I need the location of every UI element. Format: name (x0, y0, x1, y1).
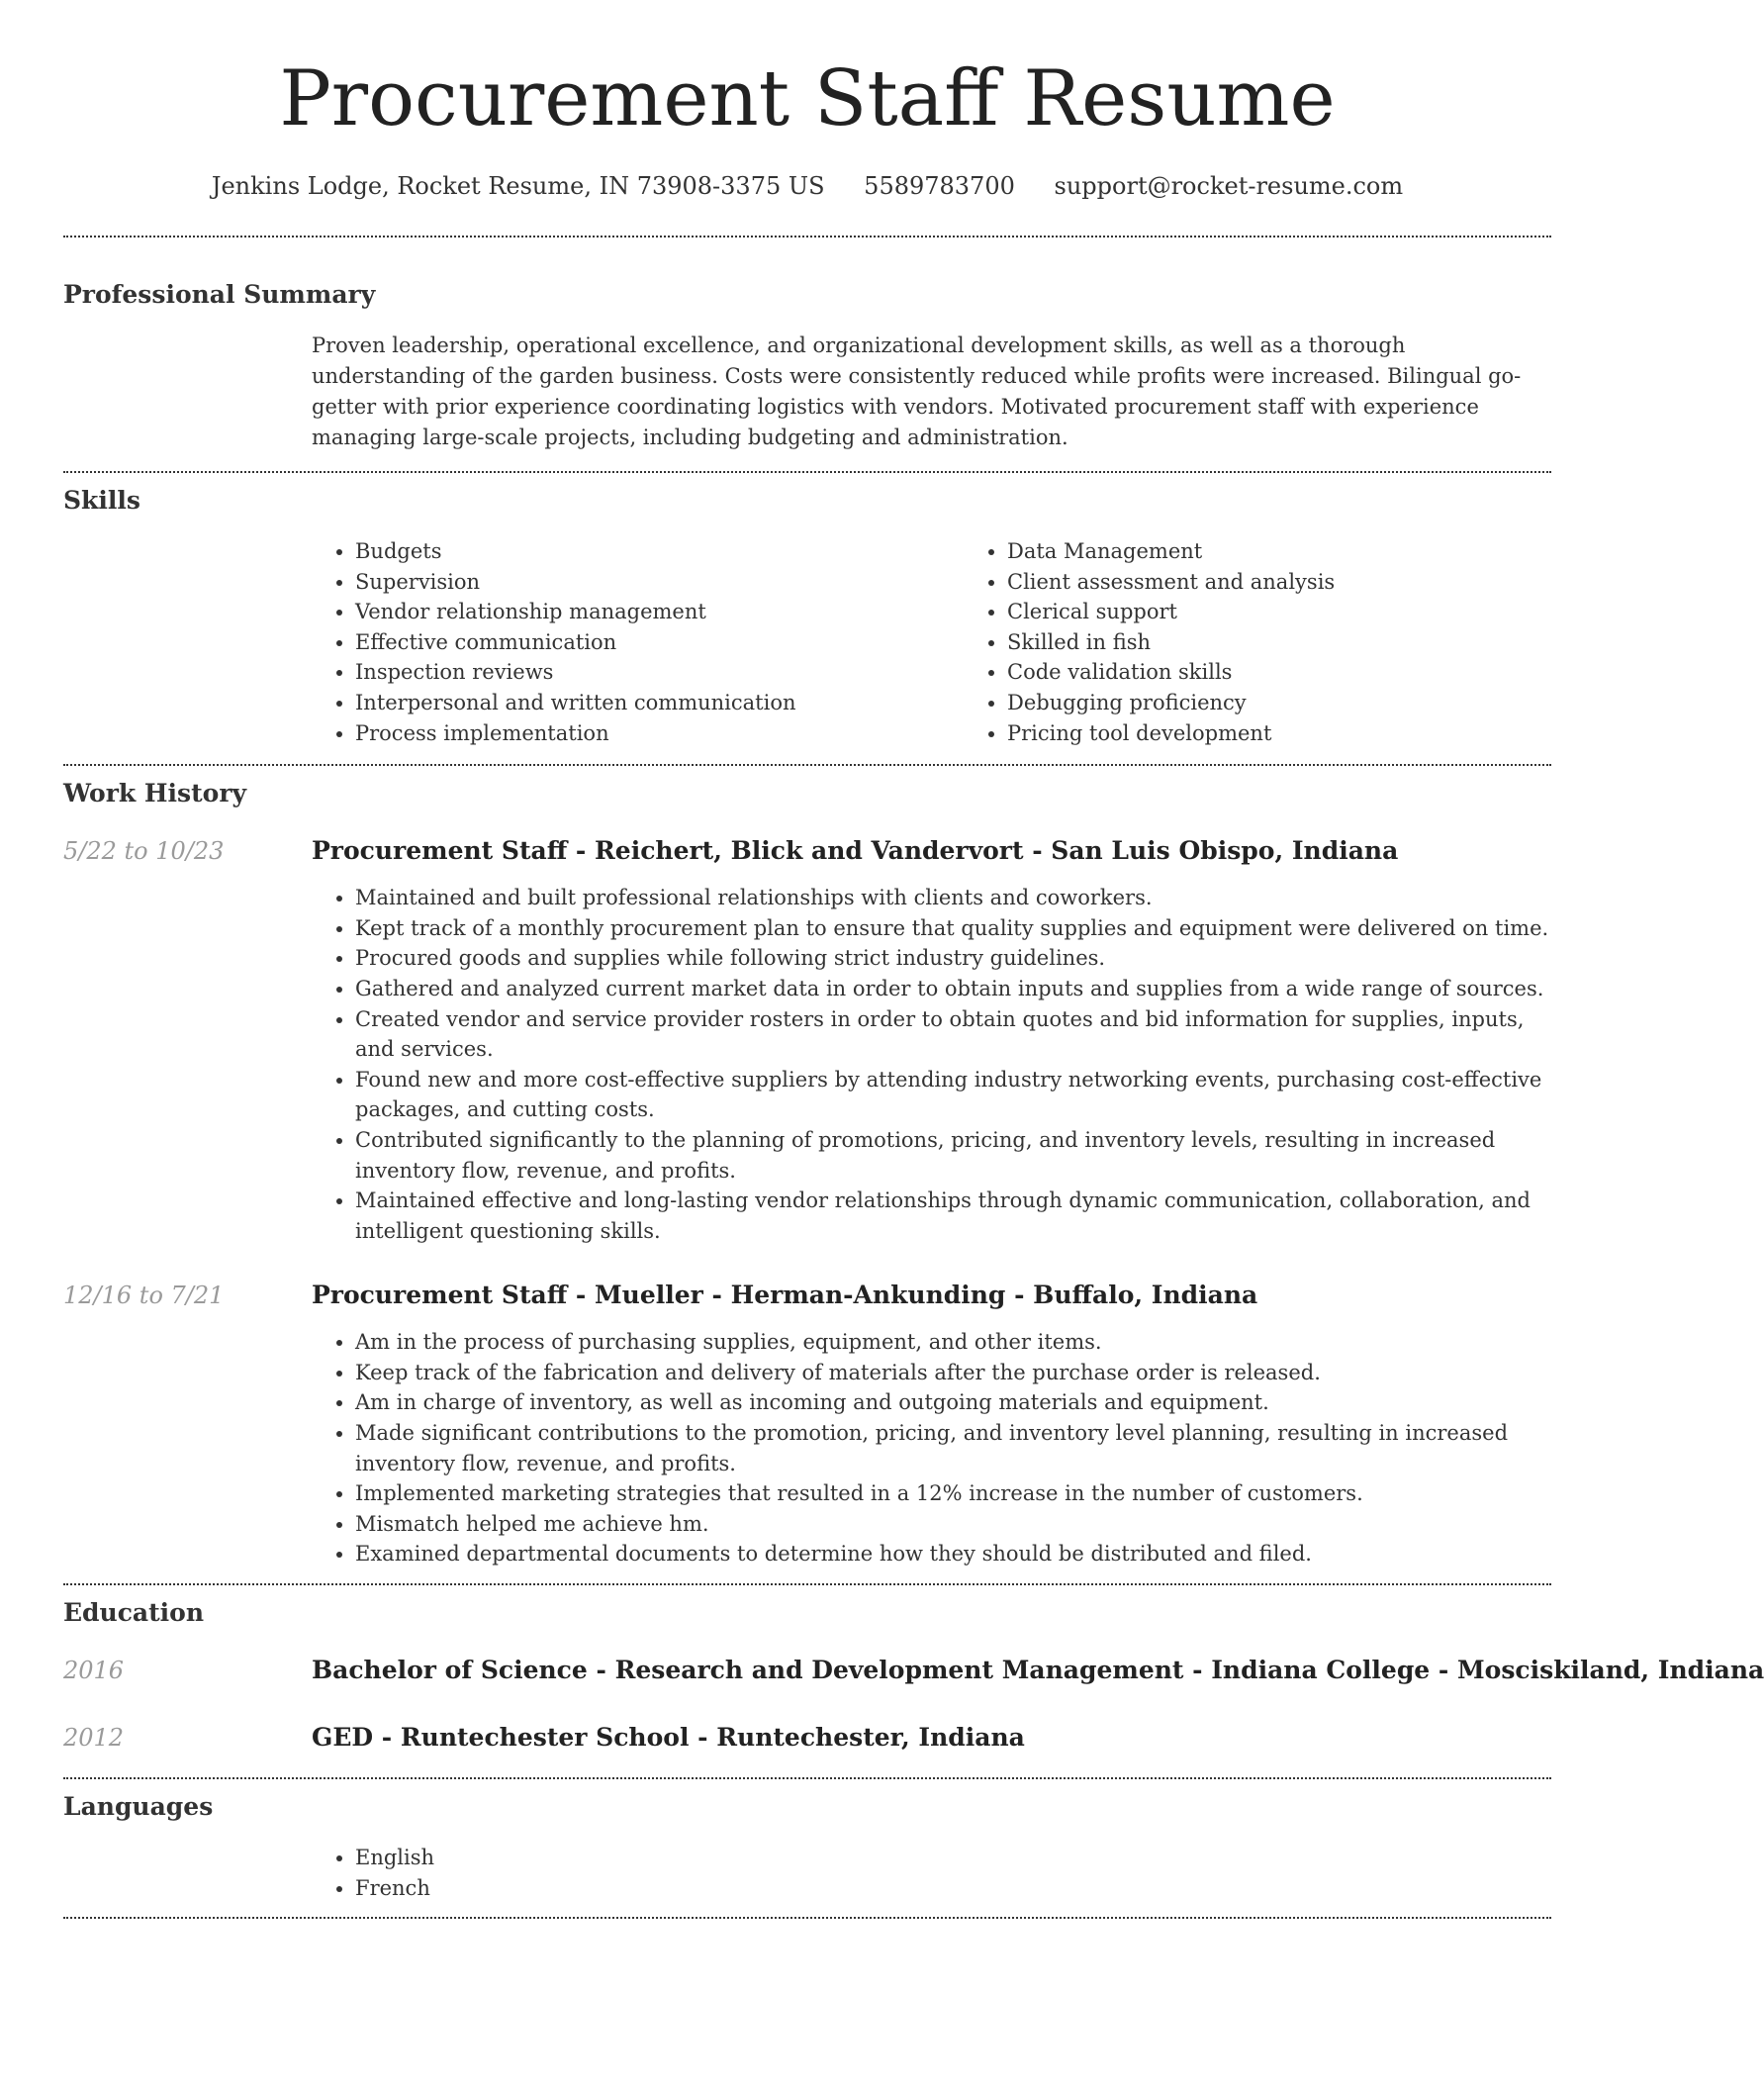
job-entry (63, 1280, 1551, 1569)
skills-heading: Skills (63, 486, 140, 515)
job-title: Procurement Staff - Mueller - Herman-Ankunding - Buffalo, Indiana (312, 1281, 1258, 1310)
contact-email: support@rocket-resume.com (1054, 172, 1404, 200)
job-title: Procurement Staff - Reichert, Blick and Vandervort - San Luis Obispo, Indiana (312, 836, 1399, 866)
skills-spacer (63, 536, 312, 748)
job-bullet: • Examined departmental documents to determine how they should be distributed and filed. (355, 1539, 1551, 1569)
languages-section (63, 1779, 1551, 1903)
skill-item: • Process implementation (355, 718, 964, 749)
job-bullet: • Made significant contributions to the promotion, pricing, and inventory level planning, resulting in increased inventory flow, revenue, and profits. (355, 1418, 1551, 1478)
job-bullet: • Keep track of the fabrication and delivery of materials after the purchase order is released. (355, 1358, 1551, 1388)
job-bullet: • Contributed significantly to the planning of promotions, pricing, and inventory levels, resulting in increased inventory flow, revenue, and profits. (355, 1125, 1551, 1186)
job-bullet: • Mismatch helped me achieve hm. (355, 1509, 1551, 1540)
skill-item: • Effective communication (355, 627, 964, 658)
skills-list-left (312, 536, 964, 748)
job-bullets (312, 883, 1551, 1246)
skill-item: • Pricing tool development (1007, 718, 1616, 749)
summary-heading: Professional Summary (63, 280, 376, 309)
skill-item: • Debugging proficiency (1007, 688, 1616, 718)
education-year: 2016 (63, 1657, 125, 1685)
skill-item: • Skilled in fish (1007, 627, 1616, 658)
contact-line (63, 170, 1551, 202)
job-bullet: • Kept track of a monthly procurement plan to ensure that quality supplies and equipment were delivered on time. (355, 913, 1551, 944)
skill-item: • Code validation skills (1007, 657, 1616, 688)
job-bullet: • Maintained effective and long-lasting vendor relationships through dynamic communication, collaboration, and intelligent questioning skills. (355, 1186, 1551, 1246)
education-title: GED - Runtechester School - Runtechester, Indiana (312, 1723, 1025, 1753)
work-heading: Work History (63, 779, 247, 808)
education-year: 2012 (63, 1724, 125, 1753)
skill-item: • Clerical support (1007, 597, 1616, 627)
job-bullet: • Implemented marketing strategies that resulted in a 12% increase in the number of customers. (355, 1478, 1551, 1509)
skill-item: • Interpersonal and written communication (355, 688, 964, 718)
education-entry (63, 1655, 1764, 1686)
languages-list (312, 1843, 1551, 1903)
languages-heading: Languages (63, 1792, 214, 1822)
education-section (63, 1585, 1764, 1754)
skills-list-right (964, 536, 1616, 748)
job-bullet: • Procured goods and supplies while following strict industry guidelines. (355, 943, 1551, 974)
education-entry (63, 1722, 1551, 1754)
job-bullet: • Found new and more cost-effective suppliers by attending industry networking events, purchasing cost-effective packages, and cutting costs. (355, 1065, 1551, 1125)
languages-spacer (63, 1843, 312, 1903)
job-bullet: • Am in charge of inventory, as well as incoming and outgoing materials and equipment. (355, 1387, 1551, 1418)
language-item: • English (355, 1843, 1551, 1873)
skill-item: • Budgets (355, 536, 964, 567)
resume-header (63, 0, 1551, 202)
languages-divider (63, 1917, 1551, 1919)
job-dates: 12/16 to 7/21 (63, 1282, 225, 1310)
skill-item: • Inspection reviews (355, 657, 964, 688)
skill-item: • Data Management (1007, 536, 1616, 567)
skill-item: • Vendor relationship management (355, 597, 964, 627)
work-section (63, 766, 1551, 1569)
resume-title: Procurement Staff Resume (279, 54, 1336, 143)
job-dates: 5/22 to 10/23 (63, 837, 225, 866)
job-bullet: • Gathered and analyzed current market data in order to obtain inputs and supplies from a wide range of sources. (355, 974, 1551, 1004)
job-entry (63, 835, 1551, 1246)
skill-item: • Client assessment and analysis (1007, 567, 1616, 598)
contact-address: Jenkins Lodge, Rocket Resume, IN 73908-3375 US (211, 172, 825, 200)
summary-spacer (63, 331, 312, 453)
skills-section (63, 473, 1551, 748)
job-bullet: • Am in the process of purchasing supplies, equipment, and other items. (355, 1327, 1551, 1358)
education-title: Bachelor of Science - Research and Development Management - Indiana College - Mosciskiland, Indiana (312, 1656, 1764, 1685)
skill-item: • Supervision (355, 567, 964, 598)
language-item: • French (355, 1873, 1551, 1904)
job-bullet: • Maintained and built professional relationships with clients and coworkers. (355, 883, 1551, 913)
contact-phone: 5589783700 (864, 172, 1015, 200)
summary-text: Proven leadership, operational excellence, and organizational development skills, as well as a thorough understanding of the garden business. Costs were consistently reduced while profits were increased. Bilingual go-getter with prior experience coordinating logistics with vendors. Motivated procurement staff with experience managing large-scale projects, including budgeting and administration. (312, 333, 1522, 449)
job-bullets (312, 1327, 1551, 1569)
education-heading: Education (63, 1598, 205, 1628)
job-bullet: • Created vendor and service provider rosters in order to obtain quotes and bid information for supplies, inputs, and services. (355, 1004, 1551, 1065)
summary-section (63, 238, 1551, 453)
